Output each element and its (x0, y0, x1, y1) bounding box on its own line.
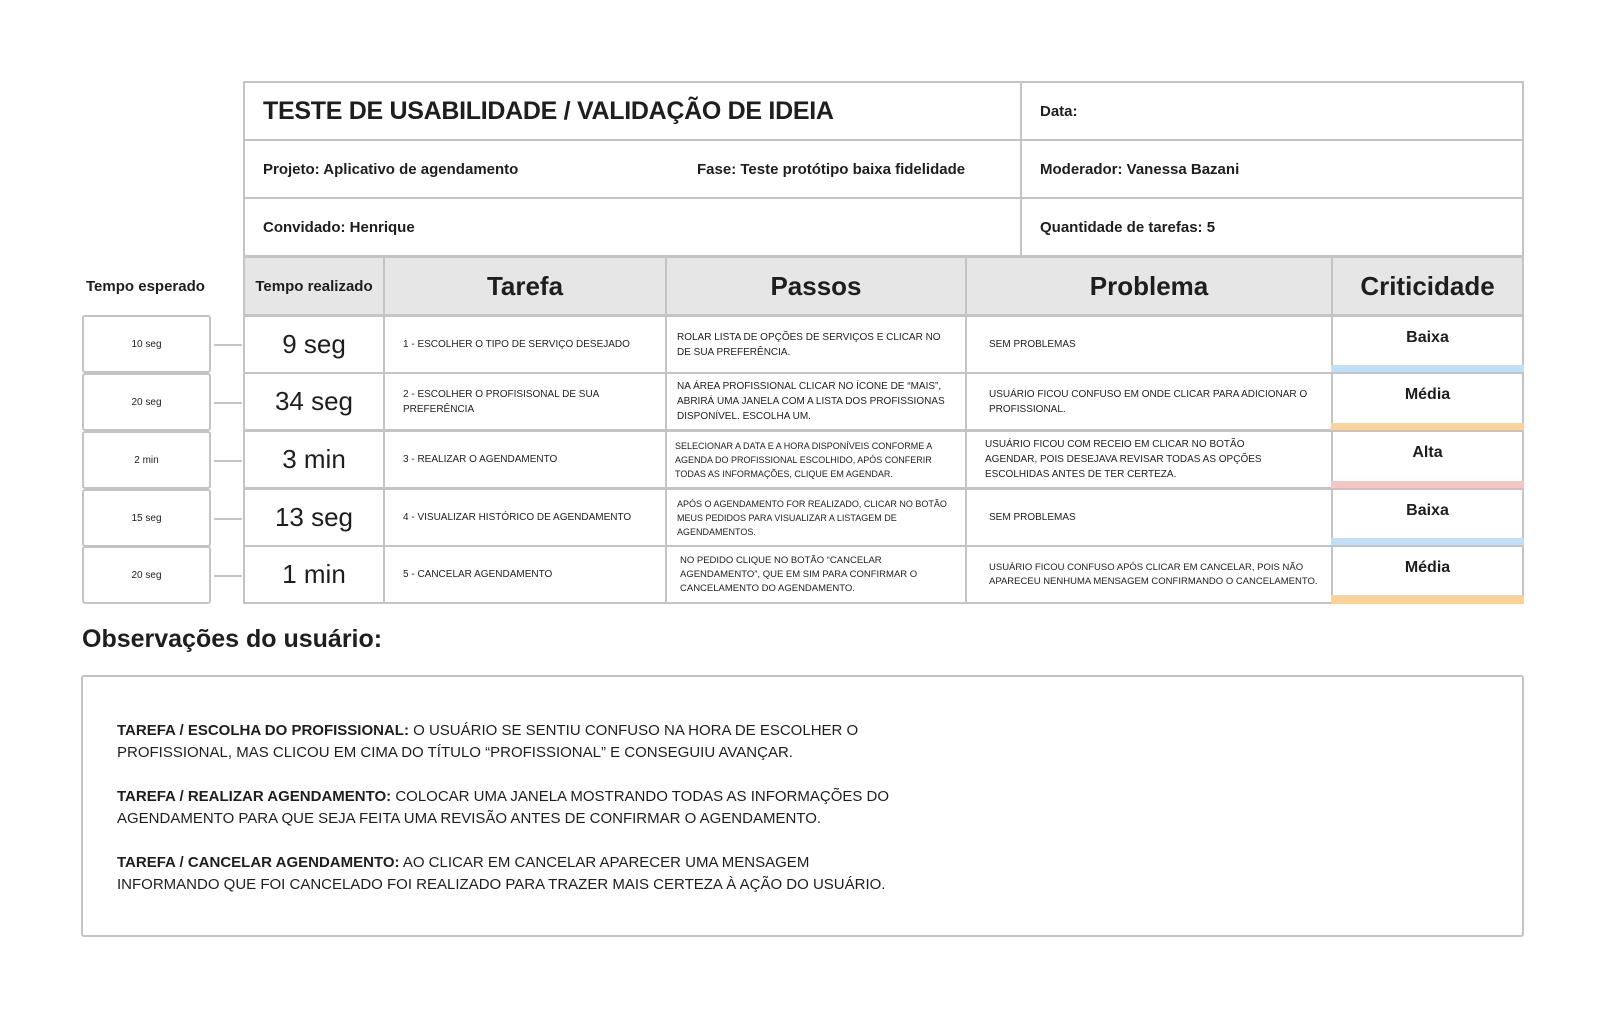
criticality-color-bar (1331, 595, 1524, 604)
project-cell (243, 139, 1022, 199)
observation-label: TAREFA / CANCELAR AGENDAMENTO: (117, 854, 400, 871)
realized-time-cell: 3 min (243, 430, 385, 489)
moderator-label: Moderador: Vanessa Bazani (1040, 160, 1240, 178)
problem-cell: USUÁRIO FICOU COM RECEIO EM CLICAR NO BOTÃO AGENDAR, POIS DESEJAVA REVISAR TODAS AS OPÇÕES ESCOLHIDAS ANTES DE TER CERTEZA. (965, 430, 1333, 489)
criticality-heading: Criticidade (1331, 256, 1524, 316)
steps-cell: ROLAR LISTA DE OPÇÕES DE SERVIÇOS E CLICAR NO DE SUA PREFERÊNCIA. (665, 315, 967, 374)
expected-time-box: 20 seg (82, 373, 211, 431)
steps-cell: SELECIONAR A DATA E A HORA DISPONÍVEIS CONFORME A AGENDA DO PROFISSIONAL ESCOLHIDO, APÓS CONFERIR TODAS AS INFORMAÇÕES, CLIQUE EM AGENDAR. (665, 430, 967, 489)
connector-line (214, 402, 242, 404)
date-label: Data: (1040, 102, 1078, 120)
steps-cell: APÓS O AGENDAMENTO FOR REALIZADO, CLICAR NO BOTÃO MEUS PEDIDOS PARA VISUALIZAR A LISTAGEM DE AGENDAMENTOS. (665, 488, 967, 547)
steps-cell: NO PEDIDO CLIQUE NO BOTÃO “CANCELAR AGENDAMENTO”, QUE EM SIM PARA CONFIRMAR O CANCELAMENTO DO AGENDAMENTO. (665, 545, 967, 604)
criticality-cell: Baixa (1331, 488, 1524, 538)
realized-time-cell: 9 seg (243, 315, 385, 374)
observation-item (117, 852, 907, 896)
expected-time-box: 15 seg (82, 489, 211, 547)
expected-time-box: 10 seg (82, 315, 211, 373)
project-label: Projeto: Aplicativo de agendamento (263, 160, 519, 178)
task-count-label: Quantidade de tarefas: 5 (1040, 218, 1216, 236)
realized-time-heading: Tempo realizado (243, 256, 385, 316)
observation-text: O USUÁRIO SE SENTIU CONFUSO NA HORA DE ESCOLHER O PROFISSIONAL, MAS CLICOU EM CIMA DO TÍTULO “PROFISSIONAL” E CONSEGUIU AVANÇAR. (117, 722, 859, 761)
problem-cell: SEM PROBLEMAS (965, 315, 1333, 374)
criticality-cell: Média (1331, 372, 1524, 423)
task-cell: 3 - REALIZAR O AGENDAMENTO (383, 430, 667, 489)
observation-item (117, 720, 907, 764)
guest-label: Convidado: Henrique (263, 218, 415, 236)
page-title: TESTE DE USABILIDADE / VALIDAÇÃO DE IDEIA (263, 96, 834, 125)
connector-line (214, 575, 242, 577)
task-heading: Tarefa (383, 256, 667, 316)
connector-line (214, 460, 242, 462)
criticality-cell: Baixa (1331, 315, 1524, 365)
problem-cell: USUÁRIO FICOU CONFUSO EM ONDE CLICAR PARA ADICIONAR O PROFISSIONAL. (965, 372, 1333, 431)
expected-time-heading: Tempo esperado (86, 278, 205, 295)
observation-label: TAREFA / REALIZAR AGENDAMENTO: (117, 788, 392, 805)
observations-box (81, 675, 1524, 937)
guest-cell (243, 197, 1022, 257)
steps-heading: Passos (665, 256, 967, 316)
criticality-cell: Média (1331, 545, 1524, 595)
connector-line (214, 518, 242, 520)
task-cell: 4 - VISUALIZAR HISTÓRICO DE AGENDAMENTO (383, 488, 667, 547)
observation-text: COLOCAR UMA JANELA MOSTRANDO TODAS AS INFORMAÇÕES DO AGENDAMENTO PARA QUE SEJA FEITA UMA REVISÃO ANTES DE CONFIRMAR O AGENDAMENTO. (117, 788, 890, 827)
problem-cell: SEM PROBLEMAS (965, 488, 1333, 547)
observation-item (117, 786, 907, 830)
expected-time-box: 2 min (82, 431, 211, 489)
connector-line (214, 344, 242, 346)
realized-time-cell: 1 min (243, 545, 385, 604)
date-cell (1020, 81, 1524, 141)
realized-time-cell: 34 seg (243, 372, 385, 431)
problem-heading: Problema (965, 256, 1333, 316)
observation-text: AO CLICAR EM CANCELAR APARECER UMA MENSAGEM INFORMANDO QUE FOI CANCELADO FOI REALIZADO PARA TRAZER MAIS CERTEZA À AÇÃO DO USUÁRIO. (117, 854, 886, 893)
task-cell: 5 - CANCELAR AGENDAMENTO (383, 545, 667, 604)
observations-title: Observações do usuário: (82, 625, 383, 653)
title-cell (243, 81, 1022, 141)
observation-label: TAREFA / ESCOLHA DO PROFISSIONAL: (117, 722, 409, 739)
criticality-cell: Alta (1331, 430, 1524, 481)
expected-time-box: 20 seg (82, 546, 211, 604)
steps-cell: NA ÁREA PROFISSIONAL CLICAR NO ÍCONE DE “MAIS”, ABRIRÁ UMA JANELA COM A LISTA DOS PROFISSIONAS DISPONÍVEL. ESCOLHA UM. (665, 372, 967, 431)
phase-label: Fase: Teste protótipo baixa fidelidade (697, 160, 966, 178)
task-cell: 2 - ESCOLHER O PROFISISONAL DE SUA PREFERÊNCIA (383, 372, 667, 431)
problem-cell: USUÁRIO FICOU CONFUSO APÓS CLICAR EM CANCELAR, POIS NÃO APARECEU NENHUMA MENSAGEM CONFIRMANDO O CANCELAMENTO. (965, 545, 1333, 604)
task-cell: 1 - ESCOLHER O TIPO DE SERVIÇO DESEJADO (383, 315, 667, 374)
realized-time-cell: 13 seg (243, 488, 385, 547)
moderator-cell (1020, 139, 1524, 199)
task-count-cell (1020, 197, 1524, 257)
